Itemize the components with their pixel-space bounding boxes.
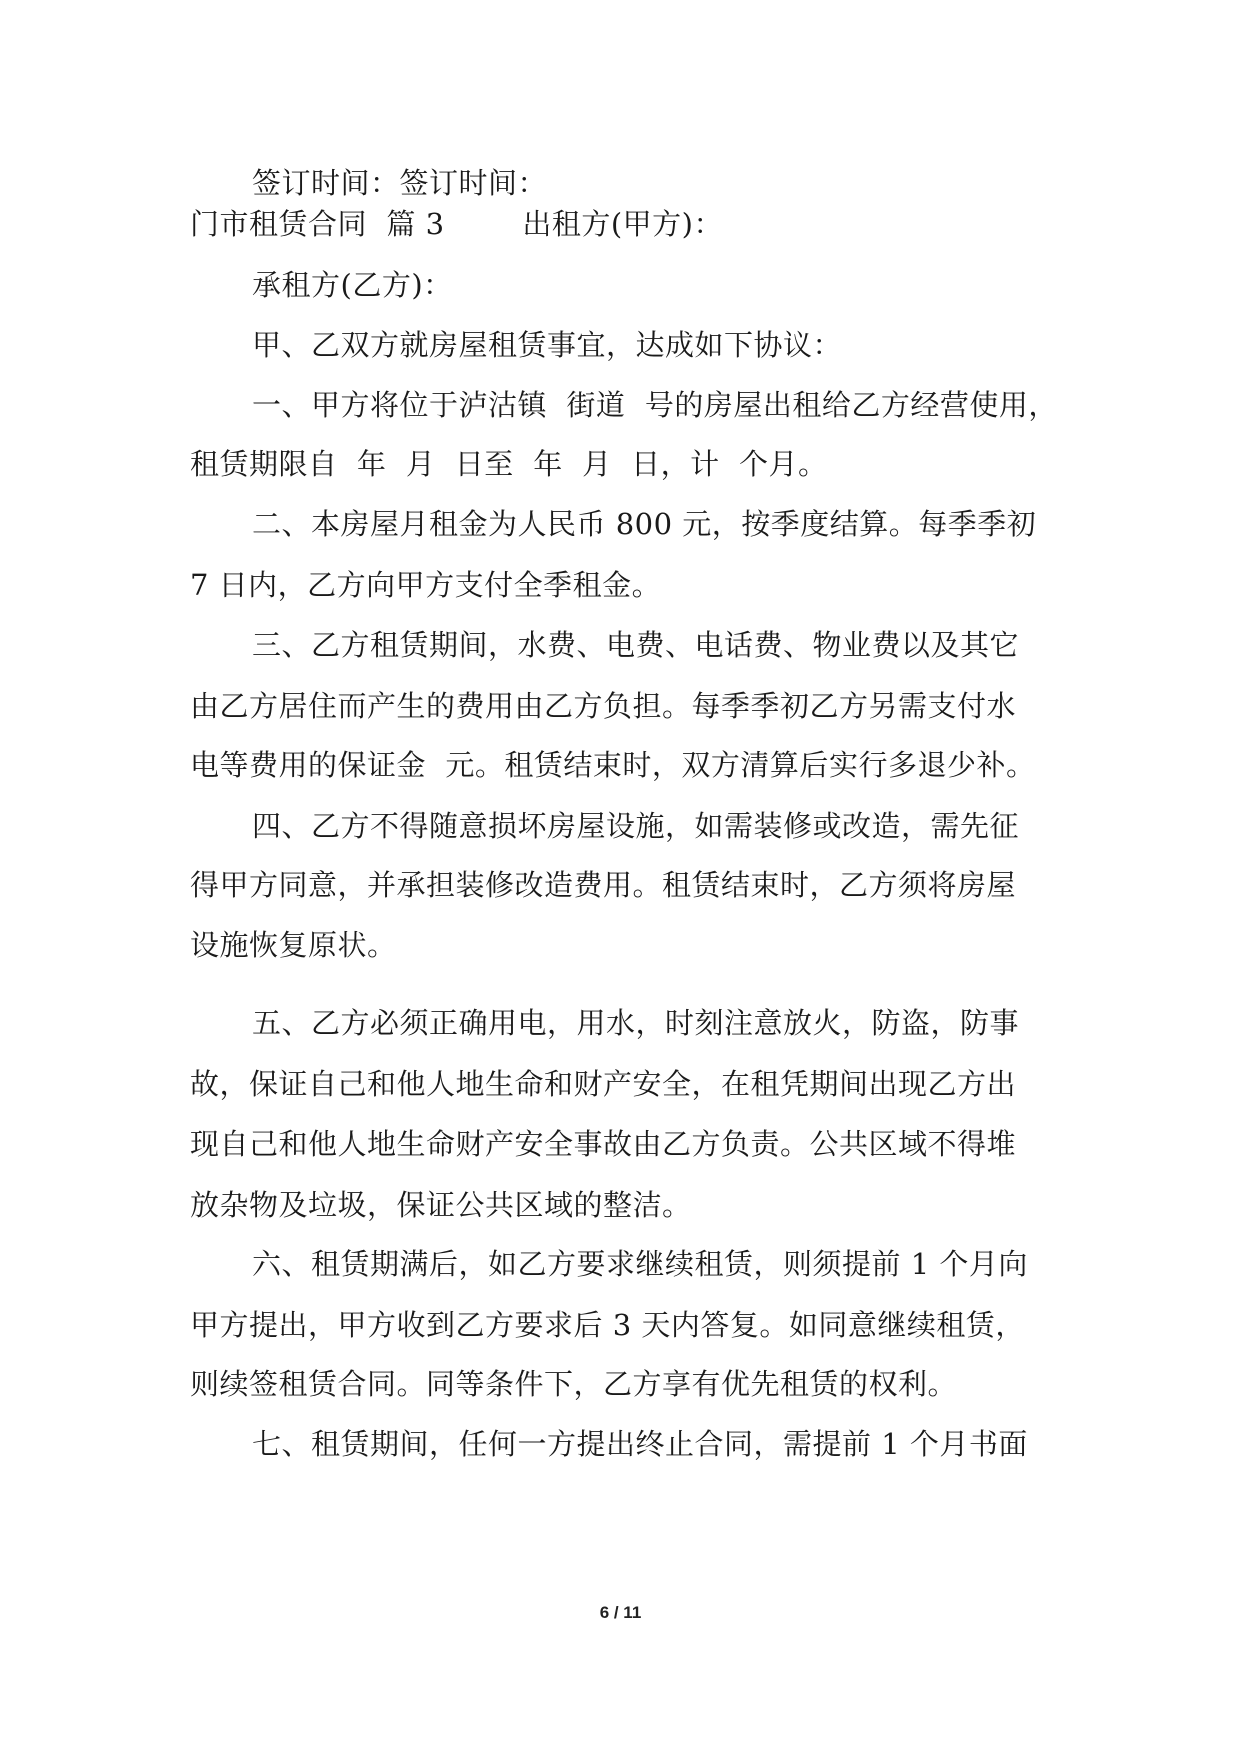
clause-7-line-1: 七、租赁期间，任何一方提出终止合同，需提前 1 个月书面: [252, 1427, 1028, 1461]
clause-2-line-1: 二、本房屋月租金为人民币 800 元，按季度结算。每季季初: [252, 507, 1037, 541]
clause-4-line-3: 设施恢复原状。: [190, 928, 397, 962]
contract-section-heading: 门市租赁合同 篇 3 出租方(甲方)：: [190, 207, 723, 241]
clause-5-line-1: 五、乙方必须正确用电，用水，时刻注意放火，防盗，防事: [252, 1006, 1020, 1040]
lessee-line: 承租方(乙方)：: [252, 268, 453, 302]
clause-6-line-1: 六、租赁期满后，如乙方要求继续租赁，则须提前 1 个月向: [252, 1247, 1028, 1281]
agreement-intro: 甲、乙双方就房屋租赁事宜，达成如下协议：: [252, 328, 843, 362]
clause-3-line-1: 三、乙方租赁期间，水费、电费、电话费、物业费以及其它: [252, 628, 1020, 662]
clause-6-line-3: 则续签租赁合同。同等条件下，乙方享有优先租赁的权利。: [190, 1367, 958, 1401]
clause-5-line-2: 故，保证自己和他人地生命和财产安全，在租凭期间出现乙方出: [190, 1067, 1017, 1101]
clause-5-line-4: 放杂物及垃圾，保证公共区域的整洁。: [190, 1188, 692, 1222]
clause-3-line-2: 由乙方居住而产生的费用由乙方负担。每季季初乙方另需支付水: [190, 689, 1017, 723]
signing-time-line: 签订时间：签订时间：: [252, 166, 548, 200]
clause-4-line-1: 四、乙方不得随意损坏房屋设施，如需装修或改造，需先征: [252, 809, 1020, 843]
clause-1-line-1: 一、甲方将位于泸沽镇 街道 号的房屋出租给乙方经营使用，: [252, 388, 1058, 422]
clause-6-line-2: 甲方提出，甲方收到乙方要求后 3 天内答复。如同意继续租赁，: [190, 1308, 1025, 1342]
page-number: 6 / 11: [599, 1603, 642, 1622]
clause-5-line-3: 现自己和他人地生命财产安全事故由乙方负责。公共区域不得堆: [190, 1127, 1017, 1161]
clause-2-line-2: 7 日内，乙方向甲方支付全季租金。: [190, 568, 662, 602]
clause-4-line-2: 得甲方同意，并承担装修改造费用。租赁结束时，乙方须将房屋: [190, 868, 1017, 902]
clause-1-line-2: 租赁期限自 年 月 日至 年 月 日，计 个月。: [190, 447, 828, 481]
clause-3-line-3: 电等费用的保证金 元。租赁结束时，双方清算后实行多退少补。: [190, 748, 1036, 782]
